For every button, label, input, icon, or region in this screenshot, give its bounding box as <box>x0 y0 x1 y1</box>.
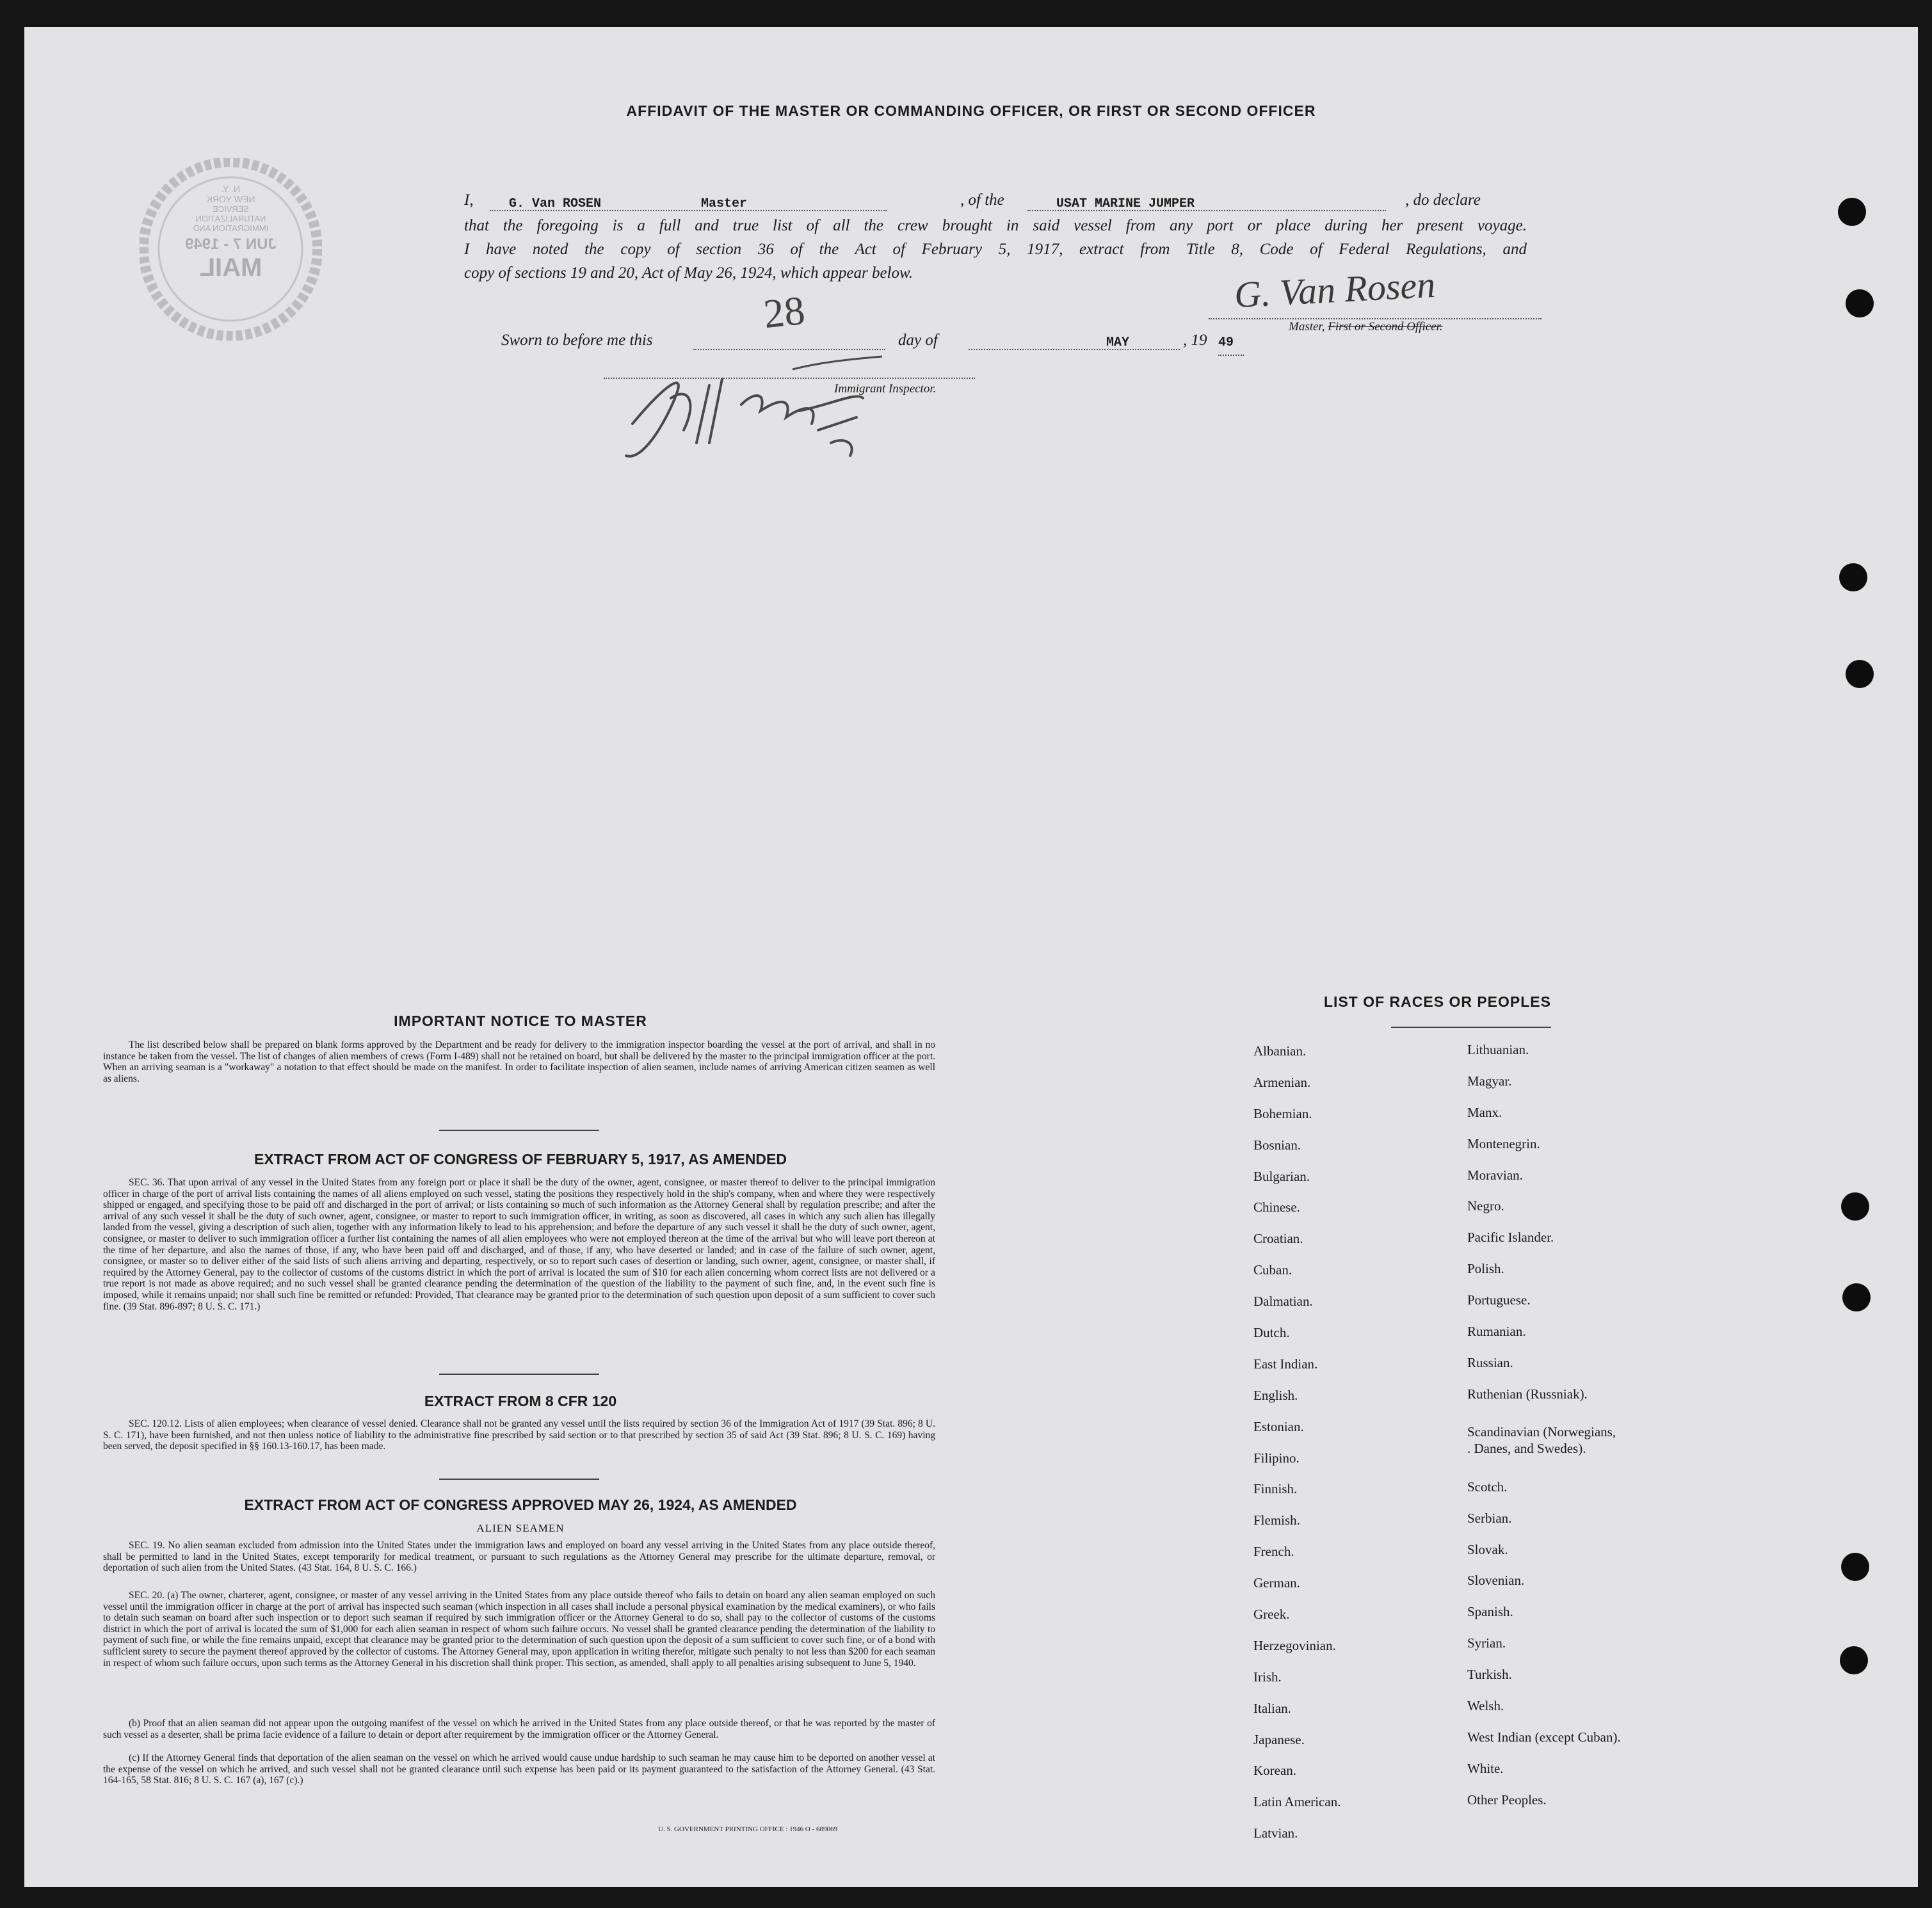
race-right-21: Turkish. <box>1467 1667 1512 1683</box>
do-declare-label: , do declare <box>1405 191 1481 209</box>
race-right-17: Slovak. <box>1467 1541 1508 1557</box>
race-left-20: Herzegovinian. <box>1253 1637 1336 1653</box>
race-right-9: Portuguese. <box>1467 1292 1531 1308</box>
race-right-2: Magyar. <box>1467 1073 1512 1089</box>
race-left-23: Japanese. <box>1253 1731 1305 1747</box>
notice-title: IMPORTANT NOTICE TO MASTER <box>394 1013 647 1029</box>
race-right-19: Spanish. <box>1467 1604 1513 1620</box>
month-field <box>969 318 1180 350</box>
race-left-10: Dutch. <box>1253 1325 1290 1341</box>
extract-cfr-body: SEC. 120.12. Lists of alien employees; when clearance of vessel denied. Clearance shall not be granted any vessel until the lists required by section 36 of the Immigration Act of 1917 (39 Stat. 896; 8 U. S. C. 171), have been furnished, and not then unless notice of liability to the administrative fine prescribed by said section or to that prescribed by section 35 of said Act (39 Stat. 896; 8 U. S. C. 169) having been served, the deposit specified in §§ 160.13-160.17, has been made. <box>103 1418 935 1452</box>
race-left-19: Greek. <box>1253 1607 1290 1623</box>
stamp-line-2: NATURALIZATION <box>195 214 266 223</box>
race-left-13: Estonian. <box>1253 1418 1304 1434</box>
race-right-20: Syrian. <box>1467 1635 1506 1651</box>
extract-1924-sec19: SEC. 19. No alien seaman excluded from admission into the United States under the immigration laws and employed on board any vessel arriving in the United States from any place outside thereof, shall be permitted to land in the United States, except temporarily for medical treatment, or pursuant to such regulations as the Attorney General may prescribe for the ultimate departure, removal, or deportation of such alien from the United States. (43 Stat. 164, 8 U. S. C. 166.) <box>103 1540 935 1574</box>
extract-1917-body: SEC. 36. That upon arrival of any vessel in the United States from any foreign port or place it shall be the duty of the owner, agent, consignee, or master thereof to deliver to the principal immigration officer in charge of the port of arrival lists containing the names of all aliens employed on such vessel, stating the positions they respectively hold in the ship's company, when and where they were respectively shipped or engaged, and specifying those to be paid off and discharged in the port of arrival; or lists containing so much of such information as the Attorney General shall by regulation prescribe; and after the arrival of any such vessel it shall be the duty of such owner, agent, consignee, or master to report to such immigration officer, in writing, as soon as discovered, all cases in which any such alien has illegally landed from the vessel, giving a description of such alien, together with any information likely to lead to his apprehension; and before the departure of any such vessel it shall be the duty of such owner, agent, consignee, or master to deliver to such immigration officer a further list containing the names of all alien employees who were not employed thereon at the time of the arrival but who will leave port thereon at the time of her departure, and also the names of those, if any, who have been paid off and discharged, and of those, if any, who have deserted or landed; and in case of the failure of such owner, agent, consignee, or master so to deliver either of the said lists of such aliens arriving and departing, respectively, or so to report such cases of desertion or landing, such owner, agent, consignee, or master shall, if required by the Attorney General, pay to the collector of customs of the customs district in which the port of arrival is located the sum of $10 for each alien concerning whom correct lists are not delivered or a true report is not made as above required; and no such vessel shall be granted clearance pending the determination of the question of the liability to the payment of such fine, and, in the event such fine is imposed, while it remains unpaid; nor shall such fine be remitted or refunded: Provided, That clearance may be granted prior to the determination of such question upon deposit of a sum sufficient to cover such fine. (39 Stat. 896-897; 8 U. S. C. 171.) <box>103 1177 935 1312</box>
race-left-18: German. <box>1253 1575 1300 1591</box>
declaration-line-1 <box>464 188 1527 214</box>
inspector-signature-line <box>604 378 975 379</box>
race-right-23: West Indian (except Cuban). <box>1467 1729 1621 1745</box>
sworn-day: 28 <box>761 287 807 337</box>
notice-body: The list described below shall be prepared on blank forms approved by the Department and be ready for delivery to the immigration inspector boarding the vessel at the port of arrival, and shall in no instance be taken from the vessel. The list of changes of alien members of crews (Form I-489) shall not be retained on board, but shall be delivered by the master to the principal immigration officer at the port. When an arriving seaman is a "workaway" a notation to that effect should be made on the manifest. In order to facilitate inspection of alien seamen, include names of arriving American citizen seamen as well as aliens. <box>103 1039 935 1084</box>
race-right-22: Welsh. <box>1467 1698 1504 1714</box>
race-left-12: English. <box>1253 1387 1298 1403</box>
stamp-line-4: NEW YORK <box>206 194 255 204</box>
race-left-14: Filipino. <box>1253 1450 1300 1466</box>
master-signature <box>1209 263 1542 319</box>
race-right-6: Negro. <box>1467 1198 1504 1214</box>
signature-caption-struck: First or Second Officer. <box>1328 320 1443 333</box>
race-left-2: Armenian. <box>1253 1074 1311 1090</box>
extract-1924-subtitle: ALIEN SEAMEN <box>476 1522 565 1534</box>
race-right-25: Other Peoples. <box>1467 1792 1547 1808</box>
sworn-month: MAY <box>1106 335 1130 350</box>
extract-cfr-title: EXTRACT FROM 8 CFR 120 <box>424 1393 617 1409</box>
stamp-big: MAIL <box>199 253 262 282</box>
race-left-9: Dalmatian. <box>1253 1294 1313 1310</box>
race-left-8: Cuban. <box>1253 1262 1292 1278</box>
of-the-label: , of the <box>960 191 1004 209</box>
race-right-4: Montenegrin. <box>1467 1135 1540 1151</box>
punch-hole-icon <box>1841 1553 1869 1581</box>
extract-cfr-divider <box>439 1479 599 1480</box>
inspector-signature-icon <box>588 347 1004 475</box>
race-left-1: Albanian. <box>1253 1043 1307 1059</box>
race-right-8: Polish. <box>1467 1261 1504 1277</box>
punch-hole-icon <box>1840 1646 1868 1674</box>
declaration-i: I, <box>464 191 474 209</box>
race-right-15: Scotch. <box>1467 1479 1508 1495</box>
sworn-label: Sworn to before me this <box>501 332 653 349</box>
races-left-column <box>1253 1043 1340 1857</box>
master-signature-text: G. Van Rosen <box>1233 263 1437 316</box>
master-rank: Master <box>701 196 748 211</box>
race-left-26: Latvian. <box>1253 1825 1298 1841</box>
stamp-line-5: N. Y. <box>221 184 241 194</box>
inspector-signature <box>588 347 1004 475</box>
race-right-12: Ruthenian (Russniak). <box>1467 1386 1588 1402</box>
year-prefix: , 19 <box>1183 332 1207 349</box>
race-left-4: Bosnian. <box>1253 1137 1301 1153</box>
day-of-label: day of <box>898 332 938 349</box>
extract-1924-sec20c: (c) If the Attorney General finds that deportation of the alien seaman on the vessel on which he arrived would cause undue hardship to such seaman he may cause him to be deported on another vessel at the expense of the vessel on which he arrived, and such vessel shall not be granted clearance until such expense has been paid or its payment guaranteed to the satisfaction of the Attorney General. (43 Stat. 164-165, 58 Stat. 816; 8 U. S. C. 167 (a), 167 (c).) <box>103 1752 935 1786</box>
vessel-field <box>1027 188 1386 211</box>
punch-hole-icon <box>1842 1283 1871 1311</box>
race-right-7: Pacific Islander. <box>1467 1230 1554 1246</box>
race-left-25: Latin American. <box>1253 1794 1341 1810</box>
race-right-14: . Danes, and Swedes). <box>1467 1440 1586 1456</box>
race-left-22: Italian. <box>1253 1700 1291 1716</box>
punch-hole-icon <box>1846 289 1874 317</box>
signature-caption <box>1289 320 1443 334</box>
master-name: G. Van ROSEN <box>509 196 602 211</box>
signature-caption-master: Master, <box>1289 320 1325 333</box>
race-left-7: Croatian. <box>1253 1231 1303 1247</box>
race-left-5: Bulgarian. <box>1253 1168 1310 1184</box>
race-left-24: Korean. <box>1253 1763 1297 1779</box>
vessel-name: USAT MARINE JUMPER <box>1056 196 1195 211</box>
extract-1924-sec20a: SEC. 20. (a) The owner, charterer, agent, consignee, or master of any vessel arriving in the United States from any place outside thereof who fails to detain on board any alien seaman employed on such vessel until the immigration officer in charge at the port of arrival has inspected such seaman (which inspection in all cases shall include a personal physical examination by the medical examiners), or who fails to detain such seaman on board after such inspection or to deport such seaman if required by such immigration officer or the Attorney General to do so, shall pay to the collector of customs of the customs district in which the port of arrival is located the sum of $1,000 for each alien seaman in respect of whom such failure occurs. No vessel shall be granted clearance pending the determination of the liability to payment of such fine, or while the fine remains unpaid, except that clearance may be granted prior to the determination of such question upon the deposit of a sum sufficient to cover such fine, or of a bond with sufficient surety to secure the payment thereof approved by the collector of customs. The Attorney General may, upon application in writing therefor, mitigate such penalty to not less than $200 for each seaman in respect of whom such failure occurs, upon such terms as the Attorney General in his discretion shall think proper. This section, as amended, shall apply to all penalties arising subsequent to June 5, 1940. <box>103 1590 935 1669</box>
punch-hole-icon <box>1838 198 1866 226</box>
race-left-11: East Indian. <box>1253 1356 1318 1372</box>
declaration-line-2: that the foregoing is a full and true list of all the crew brought in said vessel from any port or place during her present voyage. <box>464 217 1527 234</box>
race-right-18: Slovenian. <box>1467 1573 1525 1589</box>
race-right-11: Russian. <box>1467 1354 1513 1370</box>
stamp-date: JUN 7 - 1949 <box>185 236 277 253</box>
races-right-column <box>1467 1042 1621 1824</box>
race-left-21: Irish. <box>1253 1669 1282 1685</box>
race-left-6: Chinese. <box>1253 1199 1300 1215</box>
race-left-3: Bohemian. <box>1253 1105 1312 1121</box>
race-right-5: Moravian. <box>1467 1167 1523 1183</box>
declaration-line-3: I have noted the copy of section 36 of the Act of February 5, 1917, extract from Title 8, Code of Federal Regulations, and <box>464 241 1527 258</box>
races-divider <box>1391 1027 1551 1028</box>
extract-1917-divider <box>439 1374 599 1375</box>
punch-hole-icon <box>1839 563 1867 591</box>
document-page <box>24 27 1918 1887</box>
notice-divider <box>439 1130 599 1131</box>
race-right-3: Manx. <box>1467 1104 1502 1120</box>
race-right-1: Lithuanian. <box>1467 1042 1529 1057</box>
punch-hole-icon <box>1846 660 1874 688</box>
affidavit-title: AFFIDAVIT OF THE MASTER OR COMMANDING OFFICER, OR FIRST OR SECOND OFFICER <box>626 102 1316 119</box>
extract-1924-title: EXTRACT FROM ACT OF CONGRESS APPROVED MAY 26, 1924, AS AMENDED <box>244 1496 797 1513</box>
race-left-15: Finnish. <box>1253 1481 1298 1497</box>
stamp-line-1: IMMIGRATION AND <box>193 223 269 233</box>
sworn-day-field <box>693 287 885 350</box>
race-right-24: White. <box>1467 1760 1504 1776</box>
race-right-16: Serbian. <box>1467 1510 1512 1526</box>
extract-1917-title: EXTRACT FROM ACT OF CONGRESS OF FEBRUARY 5, 1917, AS AMENDED <box>254 1151 787 1167</box>
sworn-year: 49 <box>1218 331 1244 356</box>
printer-imprint: U. S. GOVERNMENT PRINTING OFFICE : 1946 O - 689069 <box>658 1825 838 1833</box>
declaration-line-4: copy of sections 19 and 20, Act of May 26, 1924, which appear below. <box>464 264 914 282</box>
mail-stamp <box>140 158 322 341</box>
race-right-10: Rumanian. <box>1467 1324 1526 1340</box>
race-right-13: Scandinavian (Norwegians, <box>1467 1423 1616 1439</box>
race-left-16: Flemish. <box>1253 1512 1300 1528</box>
master-name-field <box>490 188 887 211</box>
inspector-caption: Immigrant Inspector. <box>834 382 937 396</box>
races-title: LIST OF RACES OR PEOPLES <box>1324 993 1551 1010</box>
race-left-17: French. <box>1253 1544 1294 1560</box>
extract-1924-sec20b: (b) Proof that an alien seaman did not appear upon the outgoing manifest of the vessel on which he arrived in the United States from any place outside thereof, or that he was reported by the master of such vessel as a deserter, shall be prima facie evidence of a failure to detain or deport after requirement by the immigration officer or the Attorney General. <box>103 1718 935 1740</box>
stamp-line-3: SERVICE <box>213 204 249 214</box>
punch-hole-icon <box>1841 1192 1869 1221</box>
